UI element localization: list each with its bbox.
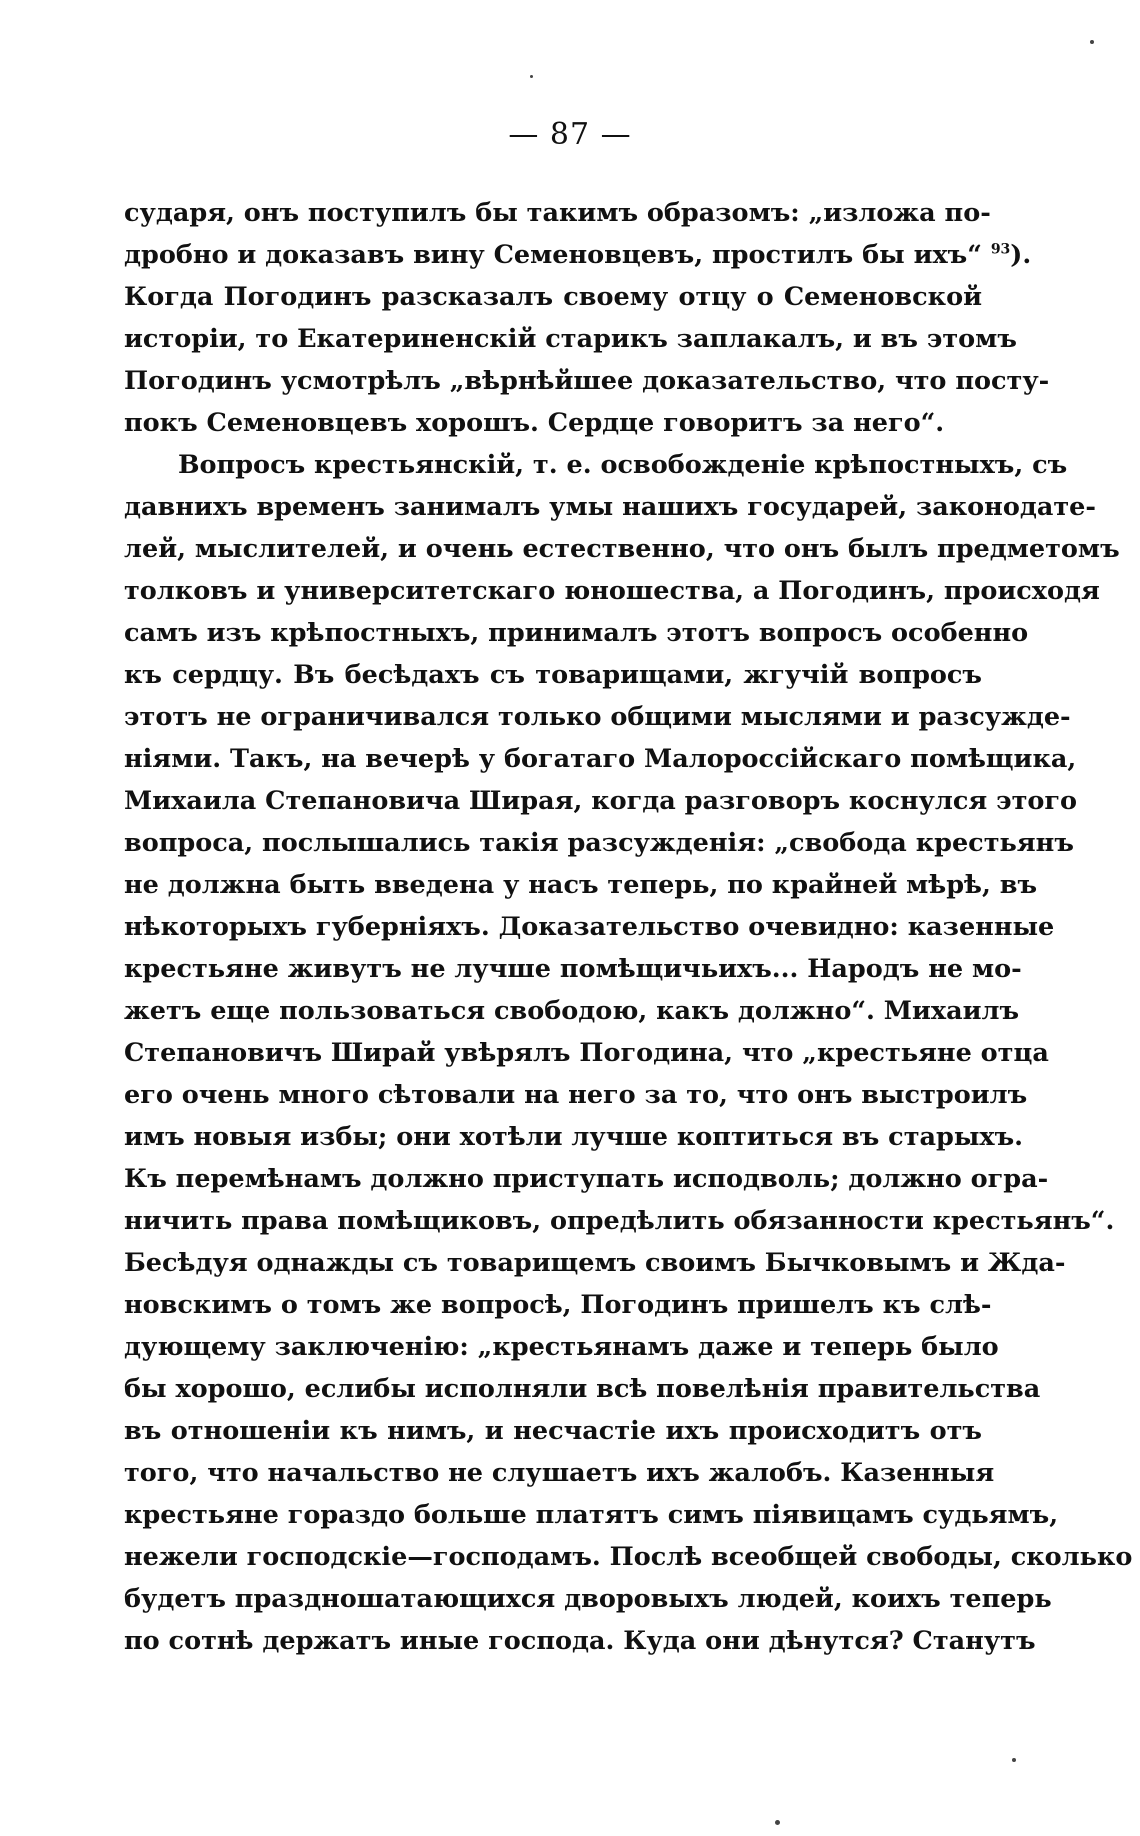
text-line: крестьяне живутъ не лучше помѣщичьихъ... Народъ не мо-: [124, 954, 1022, 984]
text-line: того, что начальство не слушаетъ ихъ жалобъ. Казенныя: [124, 1458, 995, 1488]
footnote-tail: ).: [1010, 240, 1032, 270]
paragraph-2: [124, 444, 1133, 1662]
text-line: Погодинъ усмотрѣлъ „вѣрнѣйшее доказательство, что посту-: [124, 366, 1050, 396]
text-line: бы хорошо, еслибы исполняли всѣ повелѣнія правительства: [124, 1374, 1041, 1404]
scan-speck: [530, 75, 533, 78]
text-line: этотъ не ограничивался только общими мыслями и разсужде-: [124, 702, 1071, 732]
text-line: лей, мыслителей, и очень естественно, что онъ былъ предметомъ: [124, 534, 1120, 564]
paragraph-1: [124, 192, 1050, 444]
text-line: жетъ еще пользоваться свободою, какъ должно“. Михаилъ: [124, 996, 1020, 1026]
text-line: покъ Семеновцевъ хорошъ. Сердце говоритъ за него“.: [124, 408, 945, 438]
text-line: новскимъ о томъ же вопросѣ, Погодинъ пришелъ къ слѣ-: [124, 1290, 992, 1320]
text-line: толковъ и университетскаго юношества, а Погодинъ, происходя: [124, 576, 1100, 606]
body-text: [124, 192, 1133, 1662]
text-line-body: дробно и доказавъ вину Семеновцевъ, простилъ бы ихъ“: [124, 240, 982, 270]
text-line: [124, 234, 1032, 276]
text-line: Вопросъ крестьянскій, т. е. освобожденіе крѣпостныхъ, съ: [178, 450, 1068, 480]
text-line: дующему заключенію: „крестьянамъ даже и теперь было: [124, 1332, 999, 1362]
scan-speck: [775, 1820, 780, 1825]
text-line: Когда Погодинъ разсказалъ своему отцу о Семеновской: [124, 282, 982, 312]
text-line: къ сердцу. Въ бесѣдахъ съ товарищами, жгучій вопросъ: [124, 660, 982, 690]
text-line: нежели господскіе—господамъ. Послѣ всеобщей свободы, сколько: [124, 1542, 1133, 1572]
text-line: вопроса, послышались такія разсужденія: „свобода крестьянъ: [124, 828, 1074, 858]
scan-speck: [1090, 40, 1094, 44]
text-line: Михаила Степановича Ширая, когда разговоръ коснулся этого: [124, 786, 1078, 816]
text-line: его очень много сѣтовали на него за то, что онъ выстроилъ: [124, 1080, 1028, 1110]
text-line: Степановичъ Ширай увѣрялъ Погодина, что „крестьяне отца: [124, 1038, 1049, 1068]
text-line: Бесѣдуя однажды съ товарищемъ своимъ Бычковымъ и Жда-: [124, 1248, 1066, 1278]
text-line: въ отношеніи къ нимъ, и несчастіе ихъ происходитъ отъ: [124, 1416, 982, 1446]
text-line: не должна быть введена у насъ теперь, по крайней мѣрѣ, въ: [124, 870, 1038, 900]
text-line: Къ перемѣнамъ должно приступать исподволь; должно огра-: [124, 1164, 1049, 1194]
text-line: по сотнѣ держатъ иные господа. Куда они дѣнутся? Станутъ: [124, 1626, 1036, 1656]
text-line: крестьяне гораздо больше платятъ симъ піявицамъ судьямъ,: [124, 1500, 1059, 1530]
text-line: самъ изъ крѣпостныхъ, принималъ этотъ вопросъ особенно: [124, 618, 1029, 648]
text-line: имъ новыя избы; они хотѣли лучше коптиться въ старыхъ.: [124, 1122, 1024, 1152]
page-number: — 87 —: [508, 117, 632, 152]
text-line: сударя, онъ поступилъ бы такимъ образомъ: „изложа по-: [124, 198, 991, 228]
scan-speck: [1012, 1758, 1016, 1762]
text-line: ничить права помѣщиковъ, опредѣлить обязанности крестьянъ“.: [124, 1206, 1115, 1236]
footnote-ref: 93: [990, 241, 1011, 258]
text-line: исторіи, то Екатериненскій старикъ заплакалъ, и въ этомъ: [124, 324, 1017, 354]
text-line: нѣкоторыхъ губерніяхъ. Доказательство очевидно: казенные: [124, 912, 1055, 942]
text-line: давнихъ временъ занималъ умы нашихъ государей, законодате-: [124, 492, 1096, 522]
text-line: ніями. Такъ, на вечерѣ у богатаго Малороссійскаго помѣщика,: [124, 744, 1077, 774]
text-line: будетъ праздношатающихся дворовыхъ людей, коихъ теперь: [124, 1584, 1052, 1614]
